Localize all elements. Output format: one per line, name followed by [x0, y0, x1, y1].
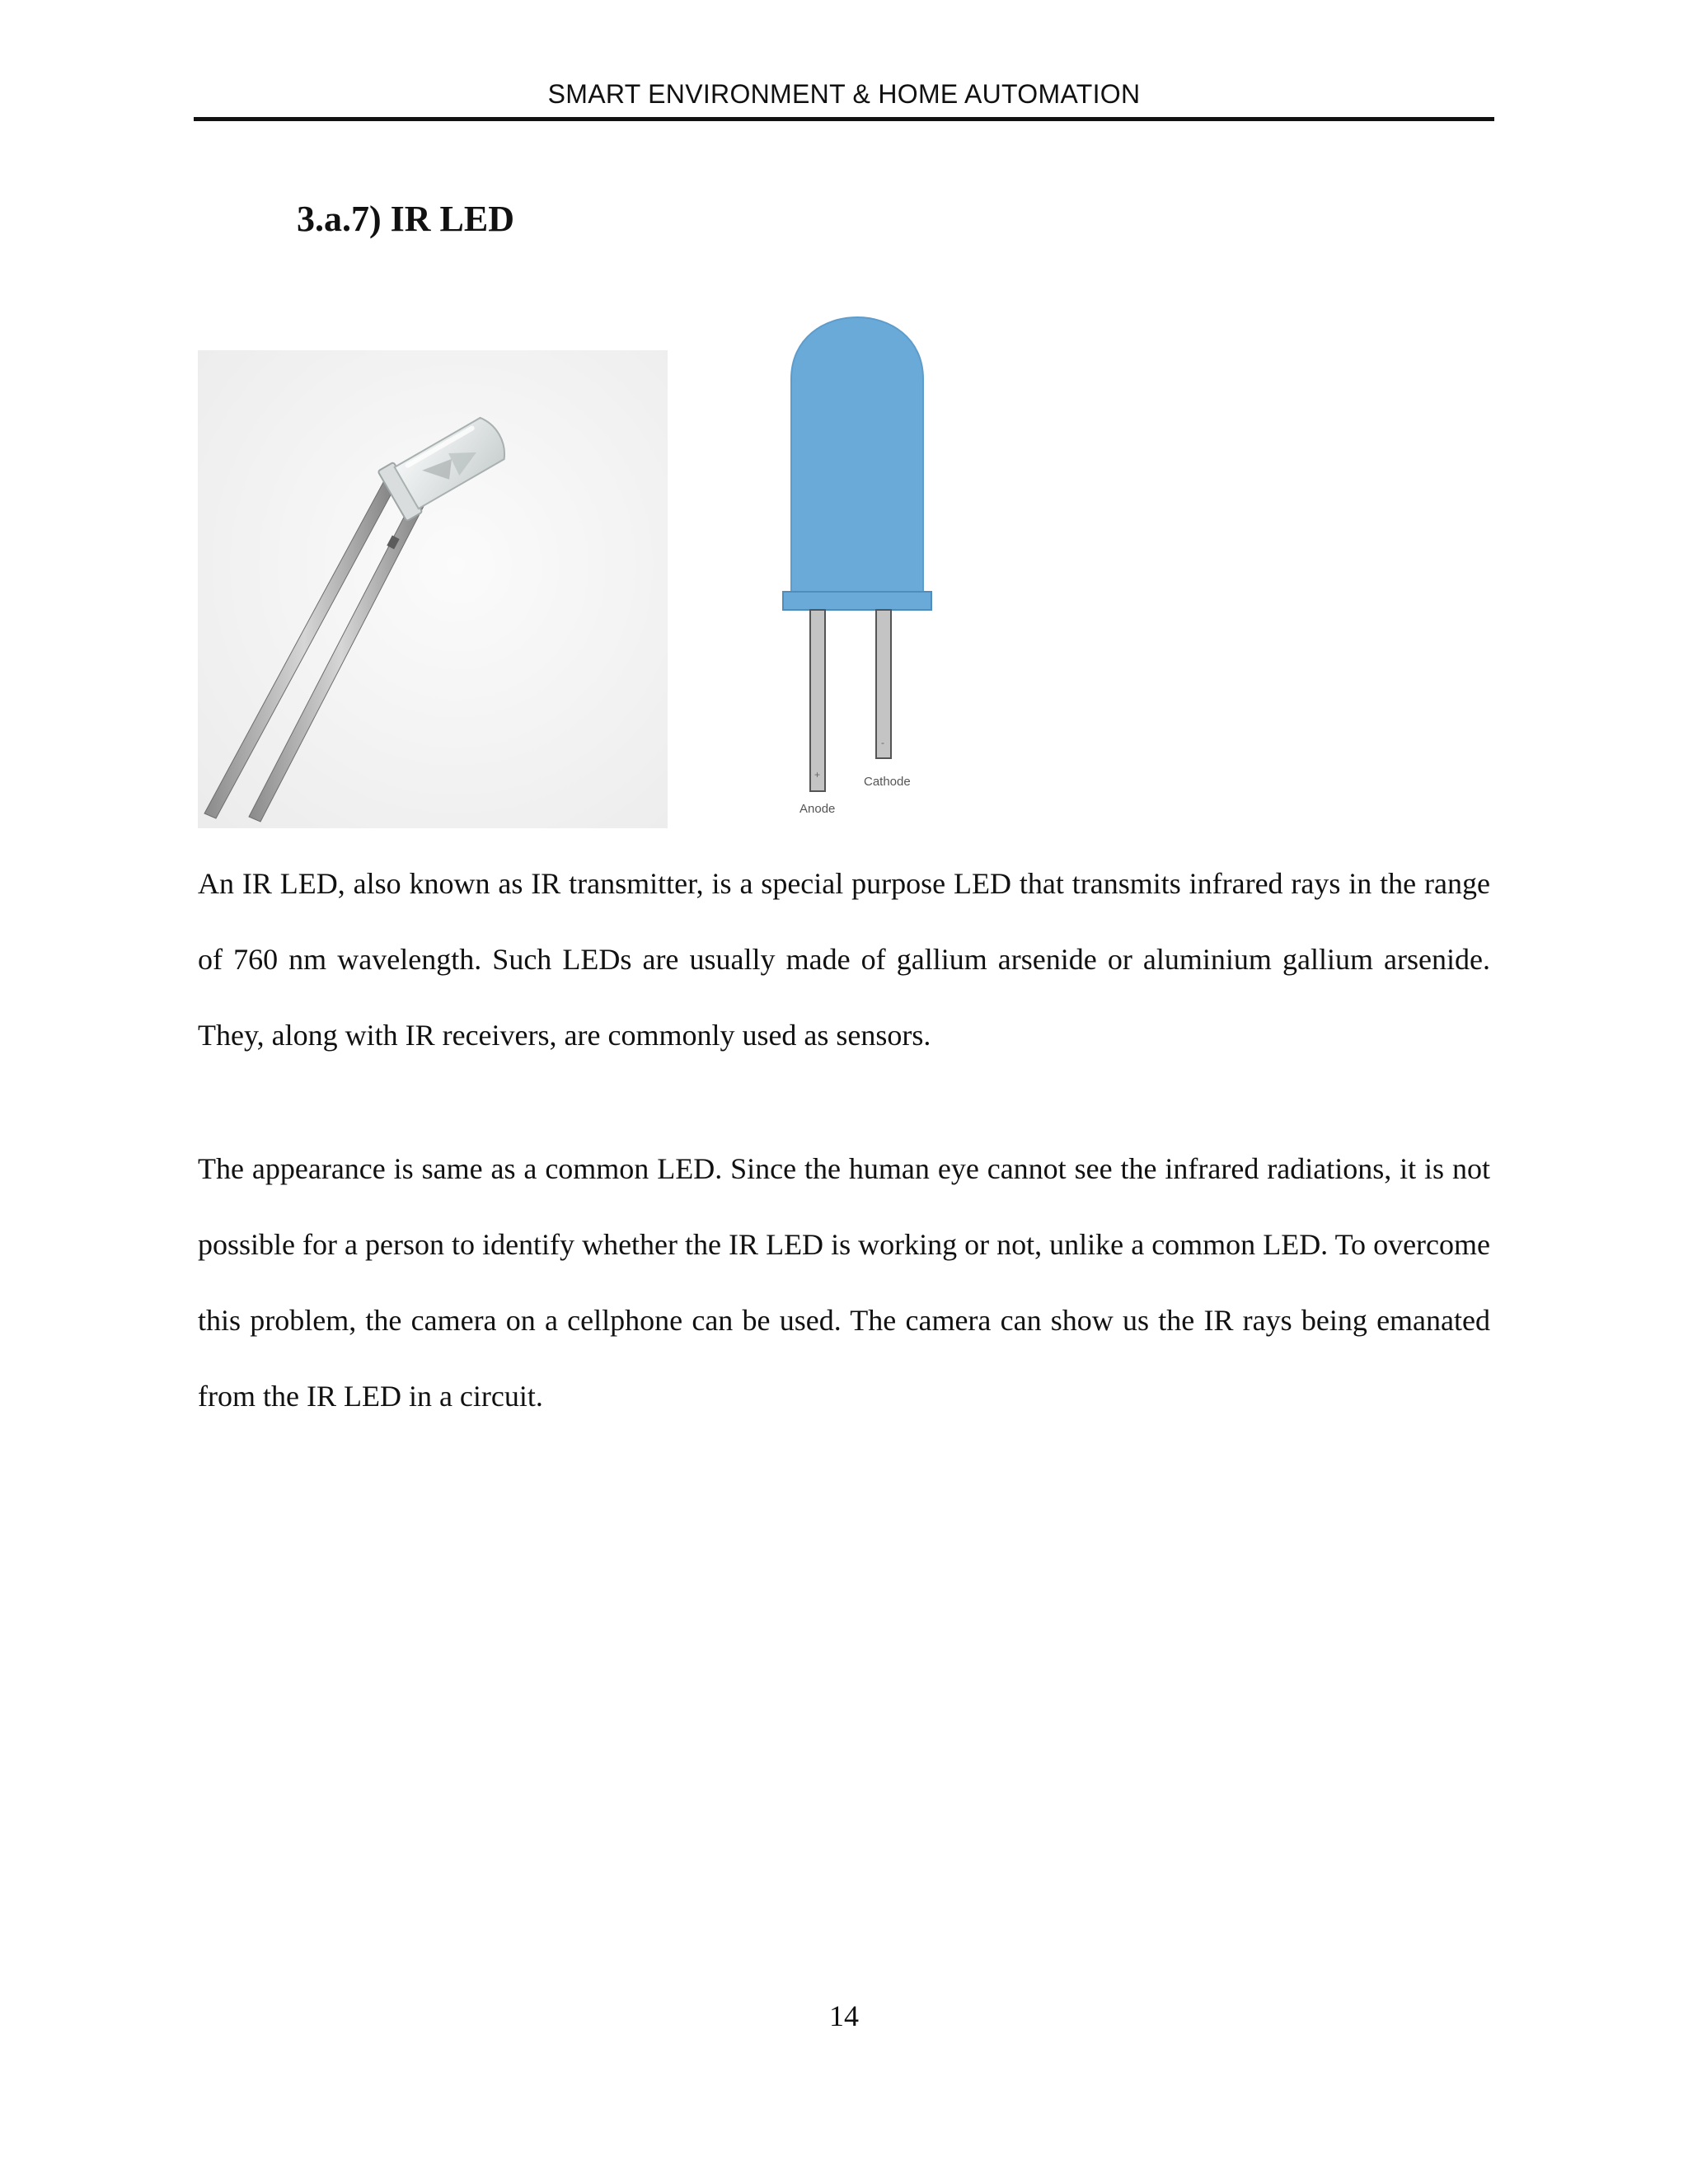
- led-flange: [783, 592, 931, 610]
- page-number: 14: [829, 1999, 859, 2032]
- paragraph: The appearance is same as a common LED. Since the human eye cannot see the infrared radiations, it is not possible for a person to identify whether the IR LED is working or not, unlike a common LED. To overcome this problem, the camera on a cellphone can be used. The camera can show us the IR rays being emanated from the IR LED in a circuit.: [198, 1152, 1490, 1413]
- ir-led-photo: [198, 350, 668, 828]
- anode-mark: +: [814, 769, 821, 780]
- anode-lead: [810, 610, 825, 791]
- header-rule: [194, 117, 1494, 121]
- cathode-mark: -: [881, 737, 884, 748]
- section-heading: 3.a.7) IR LED: [297, 199, 515, 239]
- anode-label: Anode: [799, 802, 836, 816]
- led-body: [791, 317, 923, 595]
- cathode-label: Cathode: [864, 775, 911, 789]
- cathode-lead: [876, 610, 891, 758]
- led-pin-diagram: [767, 288, 989, 824]
- running-header: SMART ENVIRONMENT & HOME AUTOMATION: [547, 79, 1141, 109]
- paragraph: An IR LED, also known as IR transmitter, is a special purpose LED that transmits infrared rays in the range of 760 nm wavelength. Such LEDs are usually made of gallium arsenide or aluminium gallium arsenide. They, along with IR receivers, are commonly used as sensors.: [198, 867, 1490, 1052]
